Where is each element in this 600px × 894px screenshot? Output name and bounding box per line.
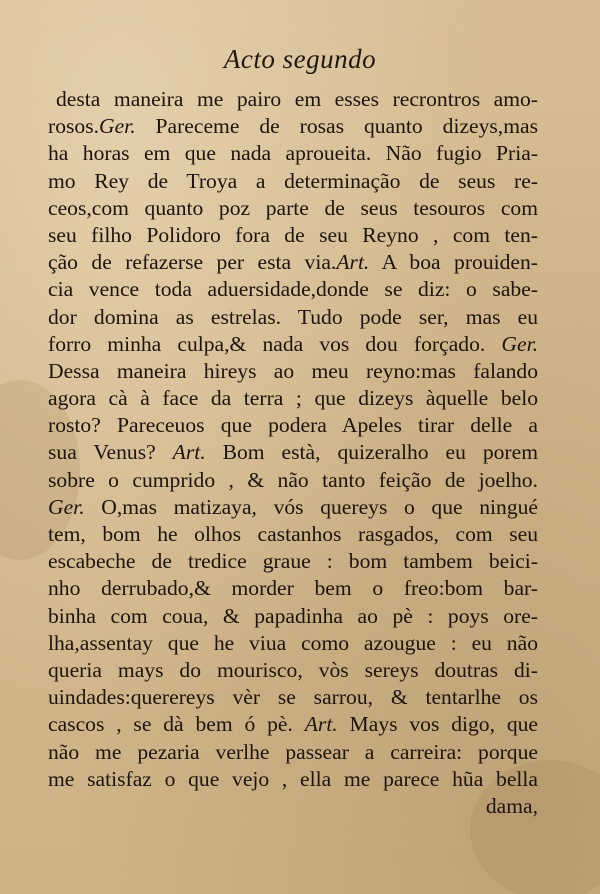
text-run: seu filho Polidoro fora de seu Reyno , com ten- (48, 222, 538, 247)
text-line (48, 140, 538, 167)
text-run: uindades:querereys vèr se sarrou, & tentarlhe os (48, 685, 538, 710)
text-line (48, 113, 538, 140)
text-run: me satisfaz o que vejo , ella me parece hũa bella (48, 766, 538, 791)
text-run: Mays vos digo, que (337, 712, 538, 737)
text-line (48, 331, 538, 358)
text-line (48, 494, 538, 521)
text-line (48, 657, 538, 684)
text-run: agora cà à face da terra ; que dizeys àquelle belo (48, 386, 538, 411)
text-run: ção de refazerse per esta via. (48, 250, 337, 275)
text-line (48, 684, 538, 711)
text-line (48, 766, 538, 793)
text-line (48, 358, 538, 385)
text-run: rosos. (48, 114, 99, 139)
speaker-label: Art. (172, 440, 206, 465)
text-run: nho derrubado,& morder bem o freo:bom bar- (48, 576, 538, 601)
text-line (48, 304, 538, 331)
text-line (48, 439, 538, 466)
text-run: rosto? Pareceuos que podera Apeles tirar delle a (48, 413, 538, 438)
text-run: cia vence toda aduersidade,donde se diz: o sabe- (48, 277, 538, 302)
text-line (48, 412, 538, 439)
body-text (48, 86, 538, 820)
text-run: não me pezaria verlhe passear a carreira: porque (48, 739, 538, 764)
text-run: binha com coua, & papadinha ao pè : poys ore- (48, 603, 538, 628)
text-run: cascos , se dà bem ó pè. (48, 712, 305, 737)
text-run: queria mays do mourisco, vòs sereys doutras di- (48, 657, 538, 682)
text-run: dama, (485, 793, 538, 818)
text-line (48, 195, 538, 222)
text-run: lha,assentay que he viua como azougue : eu não (48, 630, 538, 655)
text-line (48, 521, 538, 548)
text-line (48, 222, 538, 249)
text-run: ha horas em que nada aproueita. Não fugio Pria- (48, 141, 538, 166)
text-line (48, 168, 538, 195)
text-line (48, 603, 538, 630)
text-line (48, 385, 538, 412)
running-head: Acto segundo (223, 44, 377, 74)
speaker-label: Art. (336, 250, 370, 275)
speaker-label: Ger. (99, 114, 136, 139)
text-run: escabeche de tredice graue : bom tambem beici- (48, 549, 538, 574)
text-run: forro minha culpa,& nada vos dou forçado. (48, 331, 502, 356)
text-line (48, 575, 538, 602)
text-run: Dessa maneira hireys ao meu reyno:mas falando (48, 358, 538, 383)
text-run: mo Rey de Troya a determinação de seus re- (48, 168, 538, 193)
text-line (48, 276, 538, 303)
text-run: sobre o cumprido , & não tanto feição de joelho. (48, 467, 538, 492)
text-line (48, 548, 538, 575)
text-line (48, 249, 538, 276)
text-line (48, 467, 538, 494)
text-run: Bom està, quizeralho eu porem (205, 440, 538, 465)
text-run: O,mas matizaya, vós quereys o que ningué (84, 494, 538, 519)
text-line (48, 630, 538, 657)
text-run: Pareceme de rosas quanto dizeys,mas (135, 114, 538, 139)
speaker-label: Ger. (48, 494, 85, 519)
text-run: ceos,com quanto poz parte de seus tesouros com (48, 195, 538, 220)
text-line (48, 793, 538, 820)
text-run: tem, bom he olhos castanhos rasgados, com seu (48, 522, 538, 546)
text-run: A boa prouiden- (369, 250, 538, 275)
speaker-label: Ger. (501, 331, 538, 356)
speaker-label: Art. (304, 712, 338, 737)
text-run: dor domina as estrelas. Tudo pode ser, mas eu (48, 304, 538, 329)
text-line (48, 739, 538, 766)
text-run: sua Venus? (48, 440, 173, 465)
text-line (48, 711, 538, 738)
text-line (48, 86, 538, 113)
text-run: desta maneira me pairo em esses recrontros amo- (56, 87, 538, 111)
